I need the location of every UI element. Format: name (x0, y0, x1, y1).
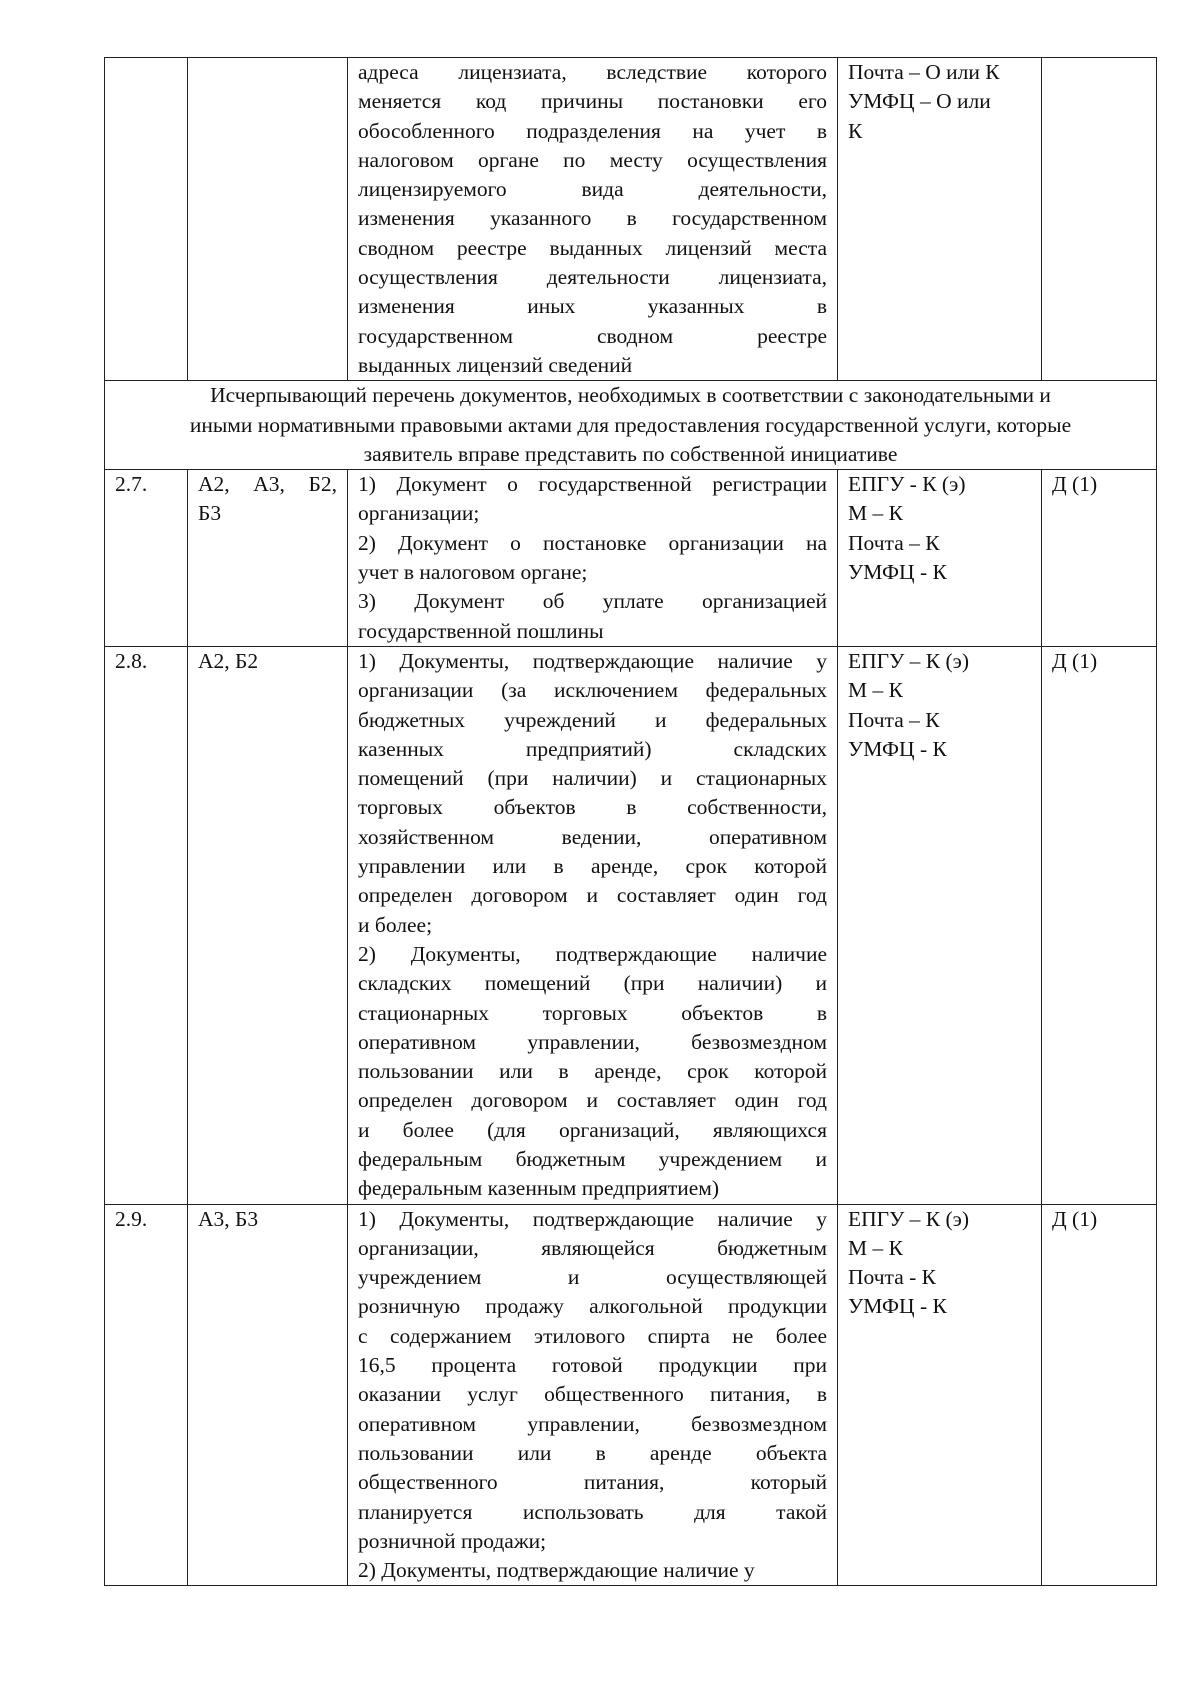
description-line: общественного питания, который (358, 1470, 827, 1495)
codes-line: Б3 (198, 501, 222, 526)
note-cell (1042, 470, 1157, 647)
codes-cell (188, 58, 348, 381)
document-page (104, 57, 1156, 1586)
description-cell (348, 646, 838, 1204)
delivery-cell (838, 470, 1042, 647)
description-line: оказании услуг общественного питания, в (358, 1382, 827, 1407)
delivery-line: М – К (848, 501, 903, 526)
delivery-line: Почта – К (848, 530, 940, 555)
note-cell (1042, 1204, 1157, 1586)
description-line: оперативном управлении, безвозмездном (358, 1411, 827, 1436)
section-header-line: заявитель вправе представить по собственной инициативе (363, 441, 898, 466)
section-header (105, 381, 1157, 470)
description-line: казенных предприятий) складских (358, 736, 827, 761)
description-line: изменения иных указанных в (358, 294, 827, 319)
description-line: меняется код причины постановки его (358, 89, 827, 114)
description-line: изменения указанного в государственном (358, 206, 827, 231)
description-line: 3) Документ об уплате организацией (358, 589, 827, 614)
note-cell (1042, 58, 1157, 381)
codes-cell (188, 1204, 348, 1586)
row-number: 2.7. (115, 472, 148, 497)
table-body (105, 58, 1157, 1586)
note-value: Д (1) (1052, 472, 1098, 497)
description-line: учет в налоговом органе; (358, 560, 588, 585)
description-cell (348, 58, 838, 381)
table-row (105, 58, 1157, 381)
description-cell (348, 1204, 838, 1586)
description-line: планируется использовать для такой (358, 1499, 827, 1524)
delivery-line: М – К (848, 1235, 903, 1260)
section-header-line: иными нормативными правовыми актами для предоставления государственной услуги, которые (189, 412, 1072, 437)
description-line: бюджетных учреждений и федеральных (358, 707, 827, 732)
description-line: с содержанием этилового спирта не более (358, 1323, 827, 1348)
description-line: налоговом органе по месту осуществления (358, 147, 827, 172)
description-line: определен договором и составляет один год (358, 883, 827, 908)
description-line: осуществления деятельности лицензиата, (358, 265, 827, 290)
description-line: организации; (358, 501, 480, 526)
row-number-cell (105, 1204, 188, 1586)
description-line: розничную продажу алкогольной продукции (358, 1294, 827, 1319)
delivery-line: ЕПГУ – К (э) (848, 648, 970, 673)
codes-line: А2, Б2 (198, 648, 259, 673)
description-line: управлении или в аренде, срок которой (358, 854, 827, 879)
description-line: 2) Документы, подтверждающие наличие (358, 941, 827, 966)
table-row (105, 1204, 1157, 1586)
delivery-line: УМФЦ - К (848, 1294, 947, 1319)
section-header-row (105, 381, 1157, 470)
delivery-line: Почта - К (848, 1265, 936, 1290)
description-line: торговых объектов в собственности, (358, 795, 827, 820)
description-line: организации (за исключением федеральных (358, 678, 827, 703)
description-line: оперативном управлении, безвозмездном (358, 1029, 827, 1054)
note-cell (1042, 646, 1157, 1204)
delivery-line: М – К (848, 678, 903, 703)
codes-cell (188, 470, 348, 647)
delivery-cell (838, 58, 1042, 381)
description-line: 2) Документы, подтверждающие наличие у (358, 1558, 755, 1583)
description-line: определен договором и составляет один год (358, 1088, 827, 1113)
delivery-line: Почта – О или К (848, 60, 1000, 84)
codes-line: А2, А3, Б2, (198, 472, 337, 497)
description-line: обособленного подразделения на учет в (358, 118, 827, 143)
description-line: 1) Документ о государственной регистрации (358, 472, 827, 497)
row-number-cell (105, 470, 188, 647)
description-line: 16,5 процента готовой продукции при (358, 1353, 827, 1378)
description-line: пользовании или в аренде, срок которой (358, 1059, 827, 1084)
description-line: адреса лицензиата, вследствие которого (358, 60, 827, 84)
row-number-cell (105, 58, 188, 381)
codes-line: А3, Б3 (198, 1206, 259, 1231)
description-line: хозяйственном ведении, оперативном (358, 824, 827, 849)
description-line: организации, являющейся бюджетным (358, 1235, 827, 1260)
description-line: 2) Документ о постановке организации на (358, 530, 827, 555)
description-line: выданных лицензий сведений (358, 352, 633, 377)
description-line: и более; (358, 912, 433, 937)
description-line: 1) Документы, подтверждающие наличие у (358, 648, 827, 673)
row-number: 2.9. (115, 1206, 148, 1231)
note-value: Д (1) (1052, 648, 1098, 673)
section-header-line: Исчерпывающий перечень документов, необходимых в соответствии с законодательными и (210, 383, 1051, 408)
delivery-cell (838, 646, 1042, 1204)
description-line: государственной пошлины (358, 618, 604, 643)
description-line: розничной продажи; (358, 1528, 547, 1553)
delivery-line: УМФЦ - К (848, 560, 947, 585)
delivery-line: УМФЦ – О или (848, 89, 991, 114)
description-line: федеральным бюджетным учреждением и (358, 1146, 827, 1171)
row-number: 2.8. (115, 648, 148, 673)
description-line: помещений (при наличии) и стационарных (358, 766, 827, 791)
codes-cell (188, 646, 348, 1204)
delivery-line: ЕПГУ - К (э) (848, 472, 966, 497)
description-line: и более (для организаций, являющихся (358, 1117, 827, 1142)
services-table (104, 57, 1157, 1586)
delivery-line: ЕПГУ – К (э) (848, 1206, 970, 1231)
delivery-cell (838, 1204, 1042, 1586)
description-line: лицензируемого вида деятельности, (358, 177, 827, 202)
description-line: 1) Документы, подтверждающие наличие у (358, 1206, 827, 1231)
delivery-line: К (848, 118, 863, 143)
table-row (105, 470, 1157, 647)
description-line: пользовании или в аренде объекта (358, 1440, 827, 1465)
description-cell (348, 470, 838, 647)
delivery-line: Почта – К (848, 707, 940, 732)
row-number-cell (105, 646, 188, 1204)
description-line: учреждением и осуществляющей (358, 1265, 827, 1290)
table-row (105, 646, 1157, 1204)
description-line: сводном реестре выданных лицензий места (358, 235, 827, 260)
description-line: государственном сводном реестре (358, 323, 827, 348)
description-line: федеральным казенным предприятием) (358, 1176, 720, 1201)
description-line: складских помещений (при наличии) и (358, 971, 827, 996)
delivery-line: УМФЦ - К (848, 736, 947, 761)
note-value: Д (1) (1052, 1206, 1098, 1231)
description-line: стационарных торговых объектов в (358, 1000, 827, 1025)
